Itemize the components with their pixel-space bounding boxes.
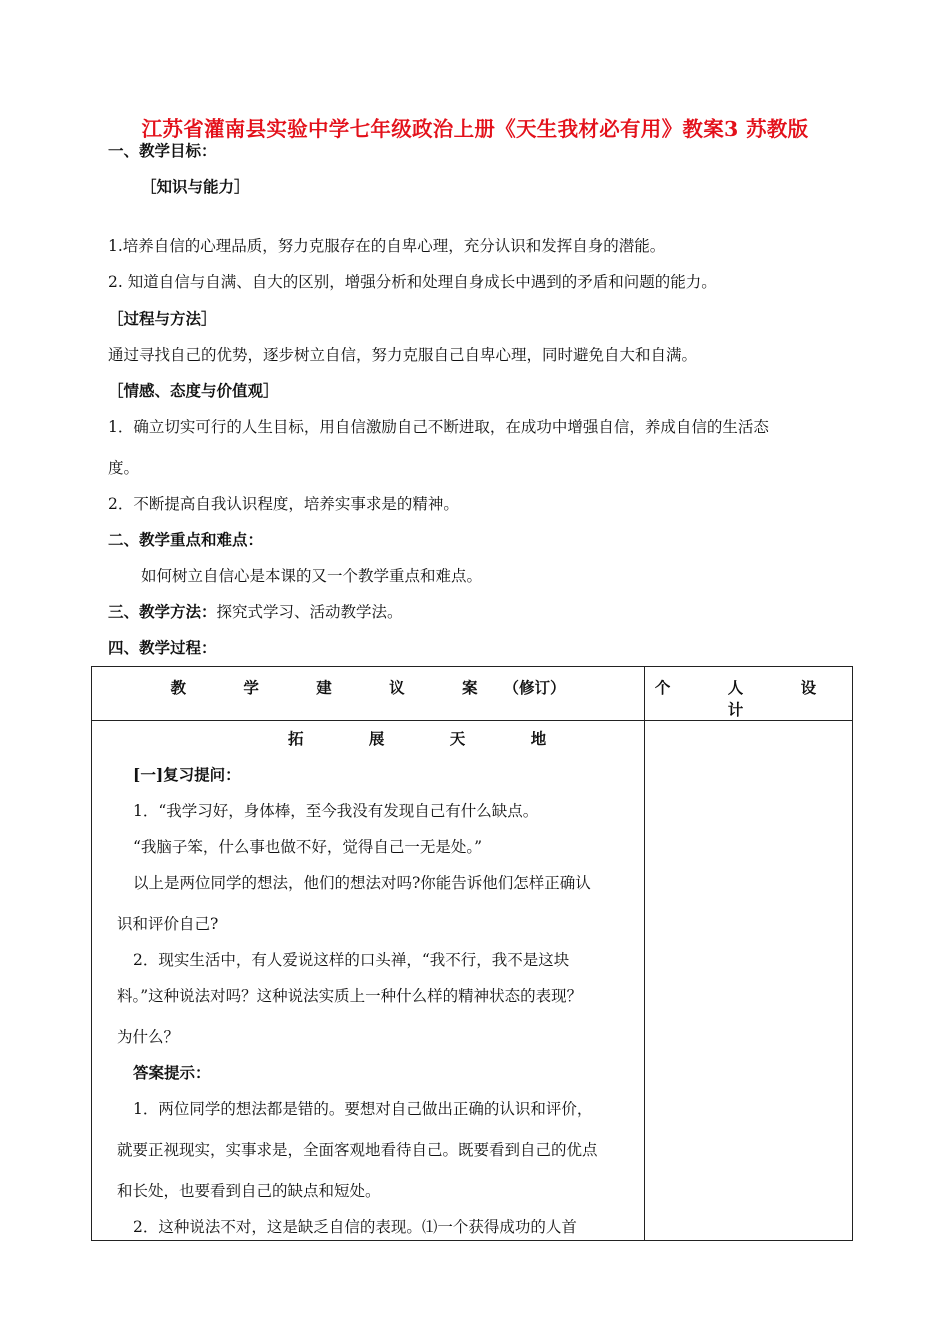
- col2-header: 个 人 设 计: [654, 678, 843, 719]
- personal-design-cell[interactable]: [645, 721, 853, 1241]
- q1-line-4: 识和评价自己?: [117, 915, 219, 933]
- a1-line-3: 和长处，也要看到自己的缺点和短处。: [117, 1182, 381, 1200]
- knowledge-item-2: 2. 知道自信与自满、自大的区别，增强分析和处理自身成长中遇到的矛盾和问题的能力。: [108, 273, 717, 291]
- a1-line-2: 就要正视现实，实事求是，全面客观地看待自己。既要看到自己的优点: [117, 1141, 598, 1159]
- method-heading: 三、教学方法：: [108, 602, 217, 621]
- q1-line-3: 以上是两位同学的想法，他们的想法对吗?你能告诉他们怎样正确认: [133, 874, 591, 892]
- emotion-heading: ［情感、态度与价值观］: [108, 381, 279, 400]
- review-heading: [一]复习提问：: [133, 765, 241, 784]
- section-title: 拓 展 天 地: [288, 729, 577, 748]
- q2-line-1: 2．现实生活中，有人爱说这样的口头禅，“我不行，我不是这块: [133, 951, 570, 969]
- process-text: 通过寻找自己的优势，逐步树立自信，努力克服自己自卑心理，同时避免自大和自满。: [108, 346, 698, 364]
- col1-header-cell: [92, 667, 645, 721]
- goals-heading: 一、教学目标：: [108, 141, 217, 160]
- document-title: 江苏省灌南县实验中学七年级政治上册《天生我材必有用》教案3 苏教版: [141, 117, 809, 141]
- knowledge-item-1: 1.培养自信的心理品质，努力克服存在的自卑心理，充分认识和发挥自身的潜能。: [108, 237, 666, 255]
- answer-heading: 答案提示：: [133, 1063, 211, 1082]
- q1-line-2: “我脑子笨，什么事也做不好，觉得自己一无是处。”: [133, 838, 483, 856]
- a1-line-1: 1．两位同学的想法都是错的。要想对自己做出正确的认识和评价，: [133, 1100, 593, 1118]
- lesson-plan-table: [91, 666, 853, 1241]
- method-text: 探究式学习、活动教学法。: [216, 603, 403, 621]
- suggestion-cell: [92, 721, 645, 1241]
- emotion-item-2: 2．不断提高自我认识程度，培养实事求是的精神。: [108, 495, 459, 513]
- emotion-item-1-cont: 度。: [108, 459, 140, 477]
- col1-header-suffix: （修订）: [503, 678, 566, 697]
- q2-line-3: 为什么？: [117, 1028, 180, 1046]
- keypoints-heading: 二、教学重点和难点：: [108, 530, 264, 549]
- q2-line-2: 料。”这种说法对吗？这种说法实质上一种什么样的精神状态的表现？: [117, 987, 583, 1005]
- method-line: [108, 602, 403, 622]
- process-heading: ［过程与方法］: [108, 309, 217, 328]
- a2-line-1: 2．这种说法不对，这是缺乏自信的表现。⑴一个获得成功的人首: [133, 1218, 577, 1236]
- q1-line-1: 1．“我学习好，身体棒，至今我没有发现自己有什么缺点。: [133, 802, 539, 820]
- col2-header-cell: [645, 667, 853, 721]
- emotion-item-1: 1．确立切实可行的人生目标，用自信激励自己不断进取，在成功中增强自信，养成自信的生活态: [108, 418, 769, 436]
- knowledge-heading: ［知识与能力］: [141, 177, 250, 196]
- table-header-row: [92, 667, 853, 721]
- col1-header: 教 学 建 议 案: [170, 678, 504, 697]
- process-steps-heading: 四、教学过程：: [108, 638, 217, 657]
- keypoints-text: 如何树立自信心是本课的又一个教学重点和难点。: [141, 567, 483, 585]
- table-body-row: [92, 721, 853, 1241]
